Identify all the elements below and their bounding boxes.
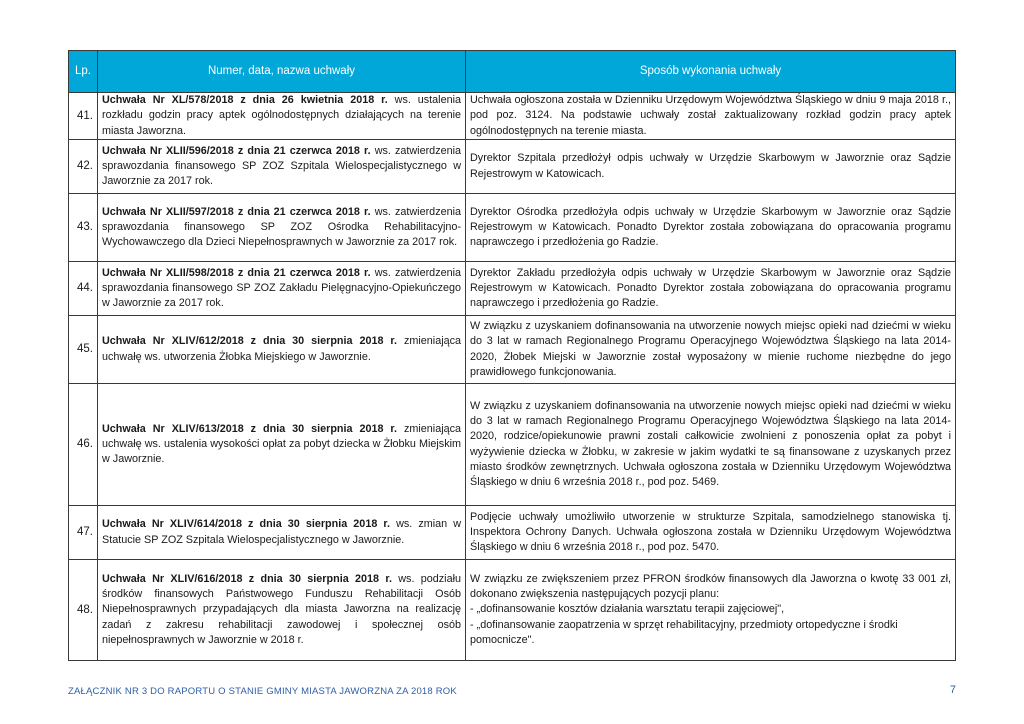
resolution-cell (98, 262, 466, 316)
execution-paragraph: Dyrektor Ośrodka przedłożyła odpis uchwały w Urzędzie Skarbowym w Jaworznie oraz Sądzie Rejestrowym w Katowicach. Ponadto Dyrektor została zobowiązana do opracowania programu naprawczego i przedłożenia go Radzie. (470, 205, 951, 249)
table-row (69, 316, 956, 384)
execution-paragraph: Dyrektor Szpitala przedłożył odpis uchwały w Urzędzie Skarbowym w Jaworznie oraz Sądzie Rejestrowym w Katowicach. (470, 152, 951, 180)
footer-text: ZAŁĄCZNIK NR 3 DO RAPORTU O STANIE GMINY MIASTA JAWORZNA ZA 2018 ROK (68, 686, 457, 697)
resolution-subject: ws. zatwierdzenia sprawozdania finansowego SP ZOZ Zakładu Pielęgnacyjno-Opiekuńczego w Jaworznie za 2017 rok. (102, 266, 462, 310)
row-number: 41. (69, 93, 98, 140)
row-number: 45. (69, 316, 98, 384)
resolution-subject: ws. zatwierdzenia sprawozdania finansowego SP ZOZ Szpitala Wielospecjalistycznego w Jaworznie za 2017 rok. (102, 144, 462, 188)
table-row (69, 560, 956, 661)
resolution-title: Uchwała Nr XLIV/612/2018 z dnia 30 sierpnia 2018 r. (102, 335, 398, 348)
execution-cell (466, 194, 956, 262)
row-number: 42. (69, 140, 98, 194)
resolution-cell (98, 560, 466, 661)
resolution-cell (98, 140, 466, 194)
execution-paragraph: W związku z uzyskaniem dofinansowania na utworzenie nowych miejsc opieki nad dziećmi w wieku do 3 lat w ramach Regionalnego Programu Operacyjnego Województwa Śląskiego na lata 2014-2020, Żłobek Miejski w Jaworznie został wyposażony w mienie ruchome niezbędne do jego prawidłowego funkcjonowania. (470, 319, 951, 378)
table-row (69, 384, 956, 506)
execution-paragraph: W związku ze zwiększeniem przez PFRON środków finansowych dla Jaworzna o kwotę 33 001 zł, dokonano zwiększenia następujących pozycji planu: (470, 572, 951, 600)
resolution-subject: ws. zmian w Statucie SP ZOZ Szpitala Wielospecjalistycznego w Jaworznie. (102, 518, 461, 546)
row-number: 46. (69, 384, 98, 506)
resolution-title: Uchwała Nr XLII/598/2018 z dnia 21 czerwca 2018 r. (102, 266, 371, 279)
execution-paragraph: Uchwała ogłoszona została w Dzienniku Urzędowym Województwa Śląskiego w dniu 9 maja 2018 r., pod poz. 3124. Na podstawie uchwały został zaktualizowany rozkład godzin pracy aptek ogólnodostępnych na terenie miasta. (470, 94, 951, 137)
execution-paragraph: Podjęcie uchwały umożliwiło utworzenie w strukturze Szpitala, samodzielnego stanowiska tj. Inspektora Ochrony Danych. Uchwała ogłoszona została w Dzienniku Urzędowym Województwa Śląskiego w dniu 6 września 2018 r., pod poz. 5470. (470, 510, 951, 554)
execution-cell (466, 506, 956, 560)
resolution-title: Uchwała Nr XLII/597/2018 z dnia 21 czerwca 2018 r. (102, 205, 371, 218)
execution-cell (466, 316, 956, 384)
table-row (69, 506, 956, 560)
resolution-cell (98, 506, 466, 560)
resolution-subject: ws. podziału środków finansowych Państwowego Funduszu Rehabilitacji Osób Niepełnosprawnych przypadających dla miasta Jaworzna na realizację zadań z zakresu rehabilitacji zawodowej i społecznej osób niepełnosprawnych w Jaworznie w 2018 r. (102, 572, 461, 646)
execution-cell (466, 560, 956, 661)
execution-cell (466, 384, 956, 506)
execution-cell (466, 262, 956, 316)
header-lp: Lp. (69, 51, 98, 93)
execution-cell (466, 93, 956, 140)
header-resolution: Numer, data, nazwa uchwały (98, 51, 466, 93)
execution-paragraph: - „dofinansowanie kosztów działania warsztatu terapii zajęciowej", (470, 603, 785, 616)
resolution-title: Uchwała Nr XL/578/2018 z dnia 26 kwietnia 2018 r. (102, 94, 388, 106)
execution-paragraph: - „dofinansowanie zaopatrzenia w sprzęt rehabilitacyjny, przedmioty ortopedyczne i środki pomocnicze". (470, 618, 898, 646)
table-body (69, 93, 956, 661)
page-number: 7 (949, 684, 956, 696)
row-number: 43. (69, 194, 98, 262)
header-execution: Sposób wykonania uchwały (466, 51, 956, 93)
resolution-cell (98, 316, 466, 384)
execution-paragraph: W związku z uzyskaniem dofinansowania na utworzenie nowych miejsc opieki nad dziećmi w wieku do 3 lat w ramach Regionalnego Programu Operacyjnego Województwa Śląskiego na lata 2014-2020, rodzice/opiekunowie prawni zostali całkowicie zwolnieni z ponoszenia opłat za pobyt i wyżywienie dziecka w Żłobku, w zakresie w jakim wydatki te są finansowane z uzyskanych przez miasto środków zewnętrznych. Uchwała ogłoszona została w Dzienniku Urzędowym Województwa Śląskiego w dniu 6 września 2018 r., pod poz. 5469. (470, 399, 951, 489)
row-number: 48. (69, 560, 98, 661)
resolution-subject: ws. ustalenia rozkładu godzin pracy aptek ogólnodostępnych działających na terenie miasta Jaworzna. (102, 94, 461, 137)
resolution-subject: zmieniająca uchwałę ws. utworzenia Żłobka Miejskiego w Jaworznie. (102, 335, 462, 363)
resolution-title: Uchwała Nr XLIV/616/2018 z dnia 30 sierpnia 2018 r. (102, 572, 392, 585)
resolution-cell (98, 93, 466, 140)
resolutions-table (68, 50, 956, 661)
resolution-title: Uchwała Nr XLIV/614/2018 z dnia 30 sierpnia 2018 r. (102, 518, 390, 531)
table-row (69, 262, 956, 316)
resolution-title: Uchwała Nr XLIV/613/2018 z dnia 30 sierpnia 2018 r. (102, 422, 398, 435)
execution-paragraph: Dyrektor Zakładu przedłożyła odpis uchwały w Urzędzie Skarbowym w Jaworznie oraz Sądzie Rejestrowym w Katowicach. Ponadto Dyrektor została zobowiązana do opracowania programu naprawczego i przedłożenia go Radzie. (470, 266, 951, 310)
table-row (69, 140, 956, 194)
resolution-subject: zmieniająca uchwałę ws. ustalenia wysokości opłat za pobyt dziecka w Żłobku Miejskim w Jaworznie. (102, 422, 462, 466)
resolution-cell (98, 194, 466, 262)
execution-cell (466, 140, 956, 194)
row-number: 44. (69, 262, 98, 316)
table-header-row (69, 51, 956, 93)
resolution-title: Uchwała Nr XLII/596/2018 z dnia 21 czerwca 2018 r. (102, 144, 371, 157)
resolution-subject: ws. zatwierdzenia sprawozdania finansowego SP ZOZ Ośrodka Rehabilitacyjno-Wychowawczego dla Dzieci Niepełnosprawnych w Jaworznie za 2017 rok. (102, 205, 462, 249)
row-number: 47. (69, 506, 98, 560)
table-row (69, 93, 956, 140)
resolution-cell (98, 384, 466, 506)
table-row (69, 194, 956, 262)
